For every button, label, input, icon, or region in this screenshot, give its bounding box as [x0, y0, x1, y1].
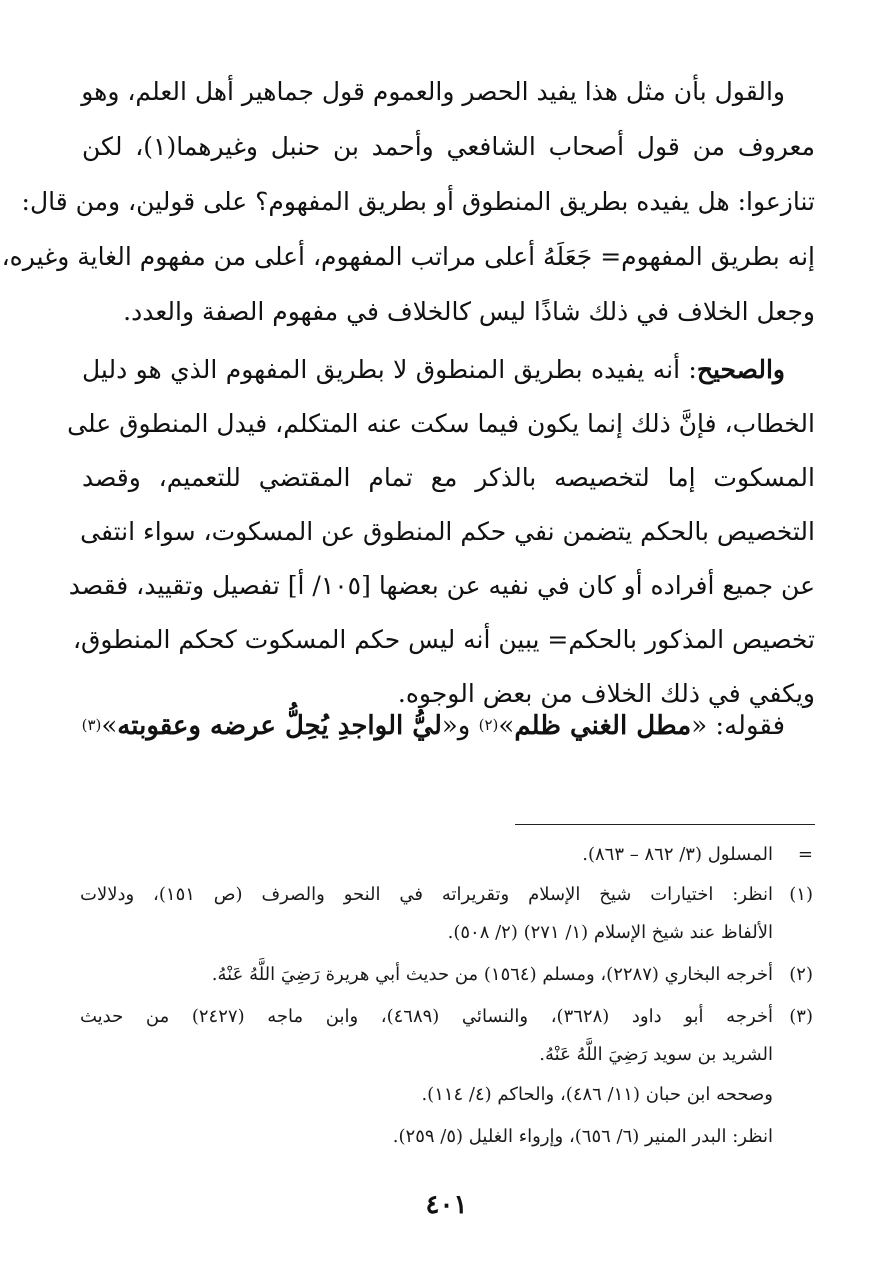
- paragraph-2-line-1-text: : أنه يفيده بطريق المنطوق لا بطريق المفهوم الذي هو دليل: [82, 355, 697, 384]
- paragraph-1-line-5: وجعل الخلاف في ذلك شاذًا ليس كالخلاف في مفهوم الصفة والعدد.: [123, 297, 815, 326]
- footnote-continuation: [80, 838, 813, 872]
- page-number: ٤٠١: [425, 1190, 468, 1220]
- footnote-1-text-1: انظر: اختيارات شيخ الإسلام وتقريراته في النحو والصرف (ص ١٥١)، ودلالات: [80, 884, 773, 905]
- footnote-2-text: أخرجه البخاري (٢٢٨٧)، ومسلم (١٥٦٤) من حديث أبي هريرة رَضِيَ اللَّهُ عَنْهُ.: [211, 964, 773, 985]
- paragraph-2-line-6: تخصيص المذكور بالحكم= يبين أنه ليس حكم المسكوت كحكم المنطوق،: [72, 625, 815, 654]
- footnote-3-text-3: وصححه ابن حبان (١١/ ٤٨٦)، والحاكم (٤/ ١١٤).: [421, 1084, 773, 1105]
- footnote-3-text-2: الشريد بن سويد رَضِيَ اللَّهُ عَنْهُ.: [539, 1044, 773, 1065]
- footnote-1-line-2: [80, 916, 813, 950]
- footnote-3-line-1: [80, 1000, 813, 1034]
- heading-close-1: »: [498, 711, 515, 741]
- paragraph-2-line-4: التخصيص بالحكم يتضمن نفي حكم المنطوق عن المسكوت، سواء انتفى: [80, 517, 815, 546]
- heading-prefix: فقوله: «: [691, 711, 785, 741]
- paragraph-2-line-5: عن جميع أفراده أو كان في نفيه عن بعضها [١٠٥/ أ] تفصيل وتقييد، فقصد: [68, 571, 815, 600]
- footnote-continuation-text: المسلول (٣/ ٨٦٢ – ٨٦٣).: [582, 844, 773, 865]
- footnote-3-text-1: أخرجه أبو داود (٣٦٢٨)، والنسائي (٤٦٨٩)، وابن ماجه (٢٤٢٧) من حديث: [80, 1006, 774, 1027]
- footnote-ref-3: (٣): [81, 716, 102, 734]
- hadith-quote-1: مطل الغني ظلم: [514, 711, 692, 741]
- footnote-3-text-4: انظر: البدر المنير (٦/ ٦٥٦)، وإرواء الغليل (٥/ ٢٥٩).: [392, 1126, 773, 1147]
- footnote-2-label: (٢): [789, 964, 813, 985]
- paragraph-1-line-1: والقول بأن مثل هذا يفيد الحصر والعموم قول جماهير أهل العلم، وهو: [81, 77, 785, 106]
- heading-close-2: »: [101, 711, 118, 741]
- footnote-3-label: (٣): [789, 1006, 813, 1027]
- paragraph-2-line-1: [82, 348, 785, 392]
- footnote-1-label: (١): [789, 884, 813, 905]
- footnote-continuation-label: =: [797, 844, 813, 865]
- hadith-heading: [82, 702, 785, 750]
- footnote-1-line-1: [80, 878, 813, 912]
- paragraph-1-line-4: إنه بطريق المفهوم= جَعَلَهُ أعلى مراتب المفهوم، أعلى من مفهوم الغاية وغيره،: [1, 242, 815, 271]
- paragraph-1-line-3: تنازعوا: هل يفيده بطريق المنطوق أو بطريق المفهوم؟ على قولين، ومن قال:: [21, 187, 815, 216]
- paragraph-2-line-2: الخطاب، فإنَّ ذلك إنما يكون فيما سكت عنه المتكلم، فيدل المنطوق على: [67, 409, 815, 438]
- hadith-quote-2: ليُّ الواجدِ يُحِلُّ عرضه وعقوبته: [117, 711, 442, 741]
- footnote-separator: [515, 824, 815, 825]
- paragraph-2-line-7: ويكفي في ذلك الخلاف من بعض الوجوه.: [397, 679, 815, 708]
- paragraph-2-line-3: المسكوت إما لتخصيصه بالذكر مع تمام المقتضي للتعميم، وقصد: [82, 463, 815, 492]
- footnote-3-line-2: [80, 1038, 813, 1072]
- paragraph-2-lead-word: والصحيح: [696, 355, 785, 384]
- footnote-3-line-4: [80, 1120, 813, 1154]
- footnote-1-text-2: الألفاظ عند شيخ الإسلام (١/ ٢٧١) (٢/ ٥٠٨).: [447, 922, 773, 943]
- footnote-2: [80, 958, 813, 992]
- heading-connector: و«: [441, 711, 479, 741]
- footnote-ref-2: (٢): [478, 716, 499, 734]
- paragraph-1-line-2: معروف من قول أصحاب الشافعي وأحمد بن حنبل وغيرهما(١)، لكن: [82, 132, 815, 161]
- footnote-3-line-3: [80, 1078, 813, 1112]
